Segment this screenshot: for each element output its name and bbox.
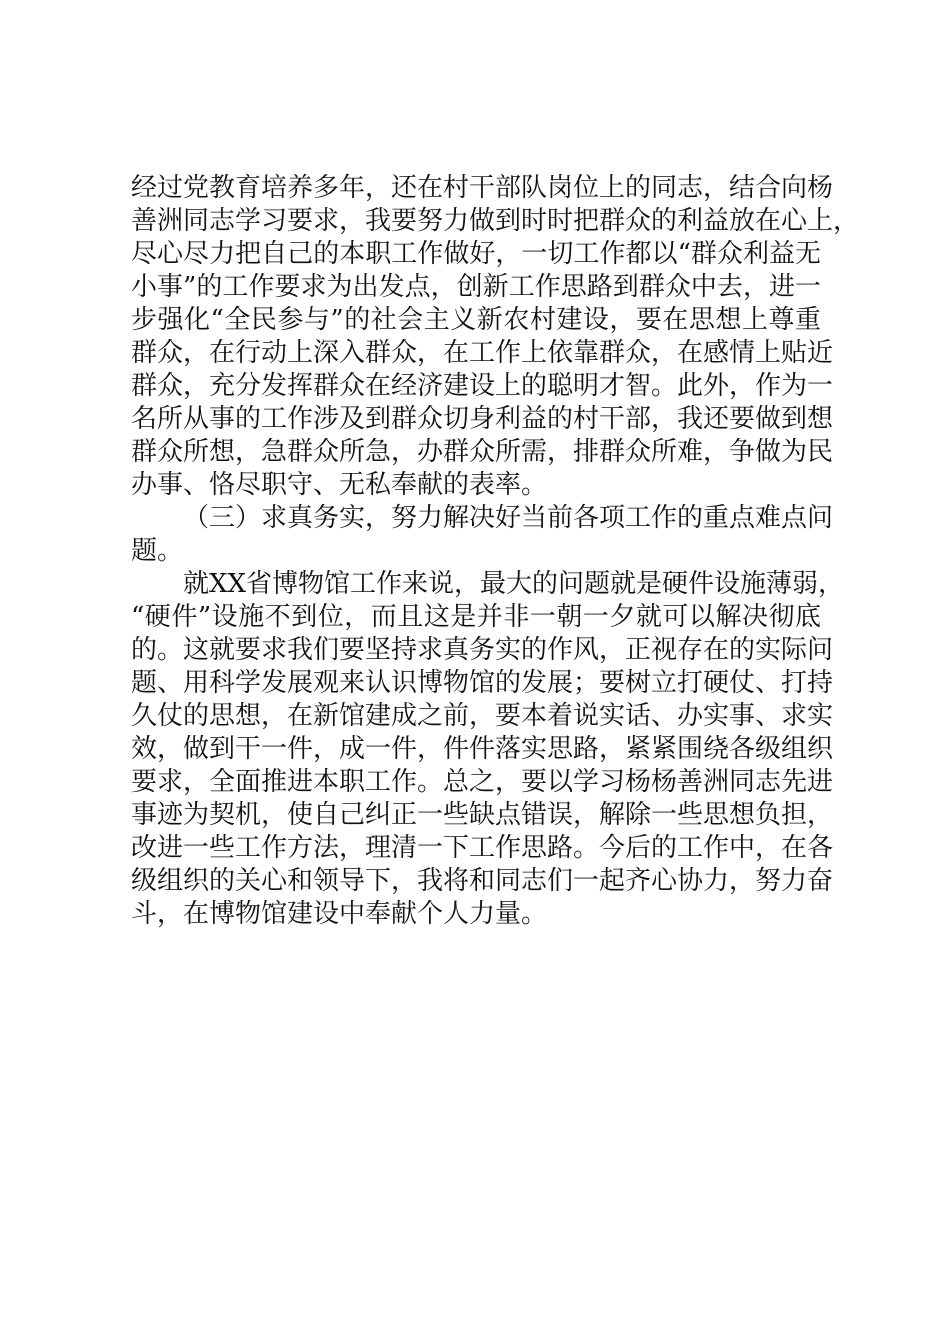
text-line: 办事、恪尽职守、无私奉献的表率。 xyxy=(131,470,548,500)
text-line: 步强化“全民参与”的社会主义新农村建设，要在思想上尊重 xyxy=(131,305,821,335)
text-line: 群众所想，急群众所急，办群众所需，排群众所难，争做为民 xyxy=(131,437,834,467)
text-line: 善洲同志学习要求，我要努力做到时时把群众的利益放在心上， xyxy=(131,206,860,236)
text-line: 级组织的关心和领导下，我将和同志们一起齐心协力，努力奋 xyxy=(131,866,834,896)
text-line: 的。这就要求我们要坚持求真务实的作风，正视存在的实际问 xyxy=(131,635,834,665)
text-line: 题、用科学发展观来认识博物馆的发展；要树立打硬仗、打持 xyxy=(131,668,834,698)
text-line: 名所从事的工作涉及到群众切身利益的村干部，我还要做到想 xyxy=(131,404,834,434)
paragraph-2 xyxy=(131,568,845,931)
text-line: 要求，全面推进本职工作。总之，要以学习杨杨善洲同志先进 xyxy=(131,767,834,797)
text-line: 群众，充分发挥群众在经济建设上的聪明才智。此外，作为一 xyxy=(131,371,834,401)
text-line: 尽心尽力把自己的本职工作做好，一切工作都以“群众利益无 xyxy=(131,239,821,269)
text-line: 斗，在博物馆建设中奉献个人力量。 xyxy=(131,899,548,929)
text-line: “硬件”设施不到位，而且这是并非一朝一夕就可以解决彻底 xyxy=(131,602,821,632)
document-body xyxy=(131,172,860,931)
heading-line: （三）求真务实，努力解决好当前各项工作的重点难点问 xyxy=(183,503,834,533)
text-line: 改进一些工作方法，理清一下工作思路。今后的工作中，在各 xyxy=(131,833,834,863)
text-line: 事迹为契机，使自己纠正一些缺点错误，解除一些思想负担， xyxy=(131,800,834,830)
heading-line: 题。 xyxy=(131,536,184,566)
text-line: 经过党教育培养多年，还在村干部队岗位上的同志，结合向杨 xyxy=(131,173,834,203)
text-line: 就XX省博物馆工作来说，最大的问题就是硬件设施薄弱， xyxy=(183,569,845,599)
section-heading-3 xyxy=(131,502,834,568)
text-line: 群众，在行动上深入群众，在工作上依靠群众，在感情上贴近 xyxy=(131,338,834,368)
text-line: 效，做到干一件，成一件，件件落实思路，紧紧围绕各级组织 xyxy=(131,734,834,764)
text-line: 小事”的工作要求为出发点，创新工作思路到群众中去，进一 xyxy=(131,272,821,302)
text-line: 久仗的思想，在新馆建成之前，要本着说实话、办实事、求实 xyxy=(131,701,834,731)
paragraph-1 xyxy=(131,172,860,502)
